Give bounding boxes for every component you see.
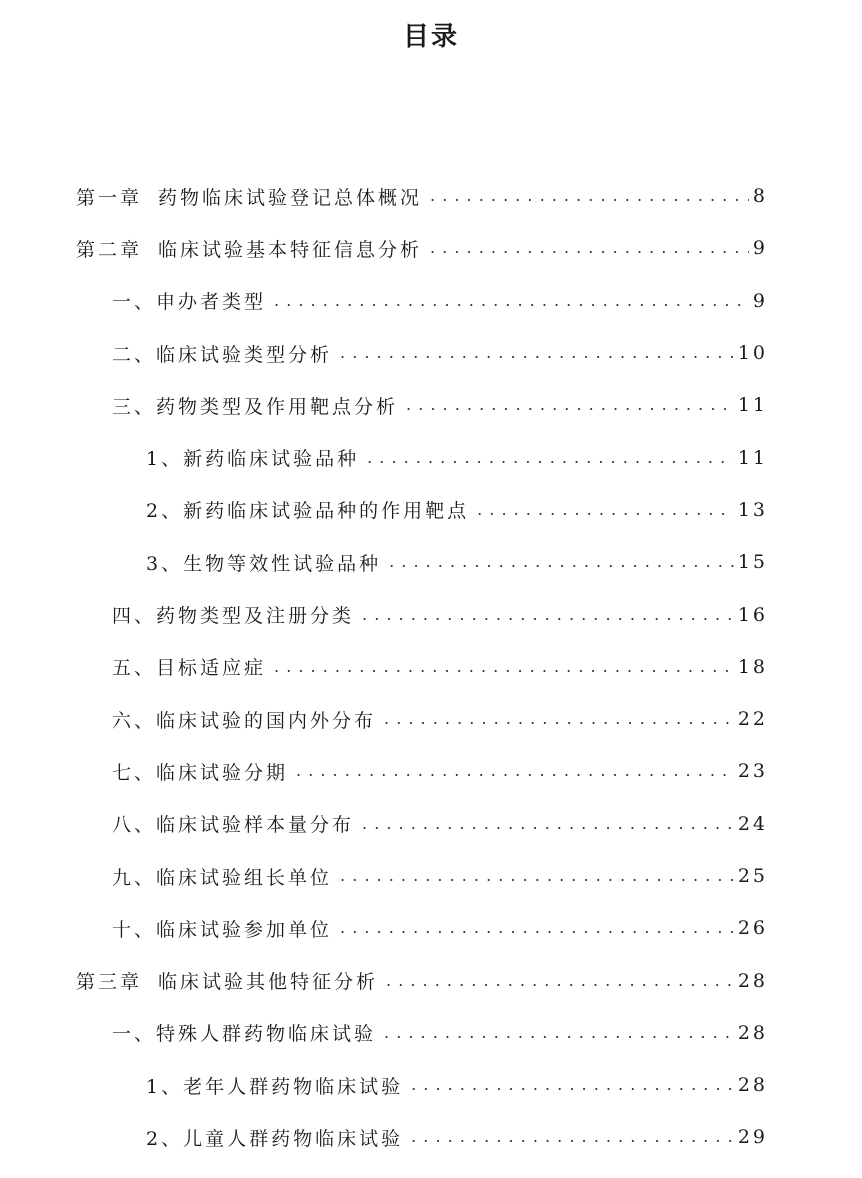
toc-page-number: 24 — [734, 813, 768, 835]
dot-leader — [362, 813, 760, 835]
toc-entry-title: 临床试验的国内外分布 — [156, 709, 377, 732]
toc-page-number: 29 — [734, 1126, 768, 1148]
toc-entry-number: 五、 — [112, 657, 157, 680]
toc-page-number: 15 — [734, 551, 768, 573]
toc-entry-number: 第二章 — [76, 238, 143, 261]
toc-page-number: 13 — [734, 499, 768, 521]
toc-entry-title: 申办者类型 — [156, 291, 267, 314]
toc-entry-section[interactable] — [0, 745, 862, 797]
toc-entry-number: 第三章 — [76, 971, 143, 994]
toc-entry-title: 药物临床试验登记总体概况 — [158, 186, 423, 209]
toc-page-number: 23 — [734, 760, 768, 782]
dot-leader — [362, 604, 760, 626]
toc-entry-section[interactable] — [0, 379, 862, 431]
toc-entry-title: 临床试验样本量分布 — [156, 814, 355, 837]
toc-page-number: 9 — [749, 290, 768, 312]
toc-page-number: 18 — [734, 656, 768, 678]
toc-entry-number: 六、 — [112, 709, 157, 732]
toc-page-number: 11 — [734, 394, 768, 416]
dot-leader — [340, 917, 760, 939]
toc-entry-section[interactable] — [0, 850, 862, 902]
toc-entry-subsection[interactable] — [0, 1059, 862, 1111]
dot-leader — [367, 447, 760, 469]
toc-entry-number: 八、 — [112, 814, 157, 837]
dot-leader — [340, 865, 760, 887]
toc-entry-section[interactable] — [0, 275, 862, 327]
toc-entry-title: 目标适应症 — [156, 657, 267, 680]
toc-entry-title: 新药临床试验品种 — [183, 448, 360, 471]
toc-entry-title: 药物类型及作用靶点分析 — [156, 395, 399, 418]
toc-entry-title: 药物类型及注册分类 — [156, 605, 355, 628]
toc-entry-number: 3、 — [146, 552, 184, 575]
toc-entry-title: 临床试验类型分析 — [156, 343, 333, 366]
toc-entry-number: 七、 — [112, 761, 157, 784]
toc-entry-number: 一、 — [112, 1023, 157, 1046]
dot-leader — [274, 656, 760, 678]
toc-entry-section[interactable] — [0, 327, 862, 379]
dot-leader — [430, 185, 760, 207]
toc-entry-chapter-3[interactable] — [0, 954, 862, 1006]
toc-entry-section[interactable] — [0, 1007, 862, 1059]
dot-leader — [411, 1074, 760, 1096]
toc-page-number: 10 — [734, 342, 768, 364]
toc-page-number: 28 — [734, 1022, 768, 1044]
toc-entry-title: 老年人群药物临床试验 — [183, 1075, 404, 1098]
toc-entry-section[interactable] — [0, 902, 862, 954]
toc-entry-title: 临床试验参加单位 — [156, 918, 333, 941]
dot-leader — [340, 342, 760, 364]
toc-entry-title: 生物等效性试验品种 — [183, 552, 382, 575]
toc-entry-title: 临床试验基本特征信息分析 — [158, 238, 423, 261]
toc-page-number: 9 — [749, 237, 768, 259]
toc-entry-subsection[interactable] — [0, 431, 862, 483]
toc-entry-number: 十、 — [112, 918, 157, 941]
toc-entry-number: 四、 — [112, 605, 157, 628]
toc-entry-number: 二、 — [112, 343, 157, 366]
toc-entry-number: 第一章 — [76, 186, 143, 209]
dot-leader — [477, 499, 760, 521]
dot-leader — [384, 1022, 760, 1044]
toc-entry-title: 临床试验分期 — [156, 761, 289, 784]
page-title: 目录 — [402, 22, 459, 52]
dot-leader — [384, 708, 760, 730]
toc-entry-chapter-1[interactable] — [0, 170, 862, 222]
dot-leader — [296, 760, 760, 782]
toc-page-number: 8 — [749, 185, 768, 207]
toc-entry-section[interactable] — [0, 588, 862, 640]
toc-entry-title: 特殊人群药物临床试验 — [156, 1023, 377, 1046]
toc-entry-number: 三、 — [112, 395, 157, 418]
toc-entry-number: 1、 — [146, 1075, 184, 1098]
dot-leader — [274, 290, 760, 312]
toc-page-number: 11 — [734, 447, 768, 469]
toc-entry-subsection[interactable] — [0, 484, 862, 536]
toc-entry-title: 新药临床试验品种的作用靶点 — [183, 500, 470, 523]
toc-entry-section[interactable] — [0, 641, 862, 693]
dot-leader — [389, 551, 760, 573]
toc-page-number: 22 — [734, 708, 768, 730]
toc-entry-number: 一、 — [112, 291, 157, 314]
toc-page-number: 25 — [734, 865, 768, 887]
toc-entry-number: 1、 — [146, 448, 184, 471]
toc-entry-title: 临床试验组长单位 — [156, 866, 333, 889]
toc-entry-subsection[interactable] — [0, 536, 862, 588]
toc-entry-number: 九、 — [112, 866, 157, 889]
toc-page-number: 28 — [734, 970, 768, 992]
toc-entry-section[interactable] — [0, 693, 862, 745]
toc-page-number: 28 — [734, 1074, 768, 1096]
dot-leader — [430, 237, 760, 259]
toc-entry-title: 儿童人群药物临床试验 — [183, 1127, 404, 1150]
toc-entry-section[interactable] — [0, 798, 862, 850]
dot-leader — [406, 394, 760, 416]
toc-entry-title: 临床试验其他特征分析 — [158, 971, 379, 994]
toc-page-number: 26 — [734, 917, 768, 939]
toc-entry-number: 2、 — [146, 1127, 184, 1150]
toc-entry-number: 2、 — [146, 500, 184, 523]
table-of-contents — [0, 170, 862, 1164]
dot-leader — [386, 970, 760, 992]
toc-page-number: 16 — [734, 604, 768, 626]
toc-entry-subsection[interactable] — [0, 1111, 862, 1163]
toc-entry-chapter-2[interactable] — [0, 222, 862, 274]
dot-leader — [411, 1126, 760, 1148]
